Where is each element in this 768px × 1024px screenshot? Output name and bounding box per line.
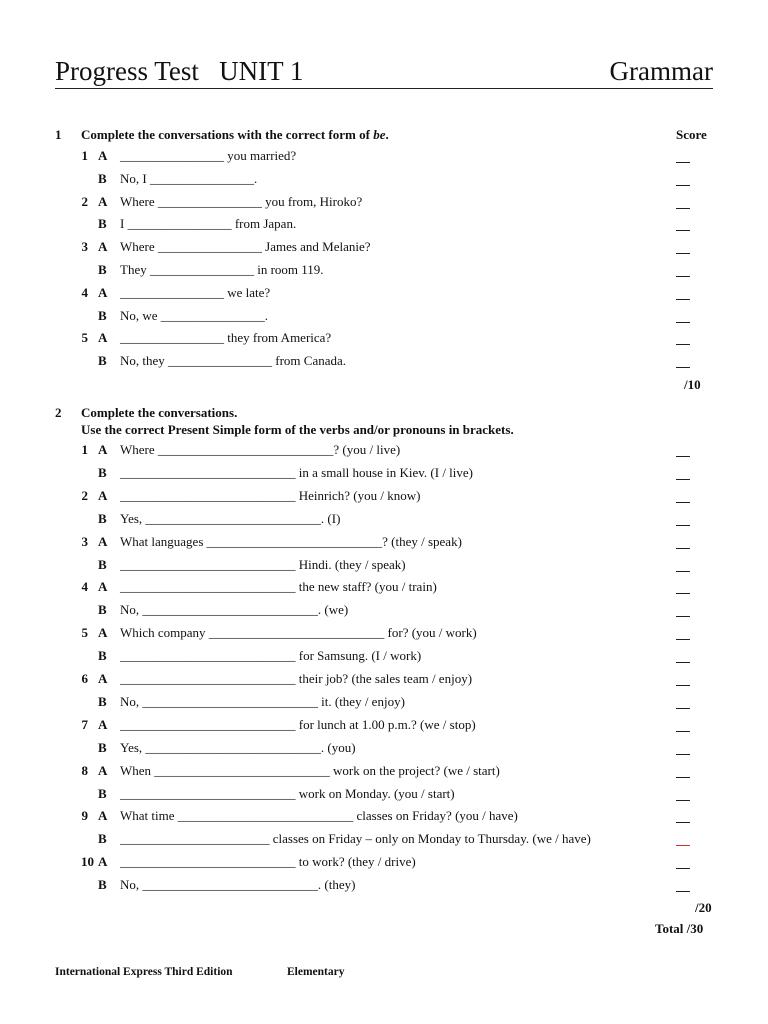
section-2-number: 2 — [55, 405, 62, 420]
exercise-line — [0, 463, 768, 483]
exercise-line — [0, 852, 768, 872]
sentence-text: Where ________________ James and Melanie? — [120, 239, 371, 255]
speaker-label: B — [98, 464, 107, 480]
score-blank — [676, 852, 690, 872]
item-number: 7 — [81, 716, 88, 732]
speaker-label: B — [98, 785, 107, 801]
section-2-instruction-1: Complete the conversations. — [81, 405, 238, 420]
sentence-text: Where ________________ you from, Hiroko? — [120, 193, 363, 209]
speaker-label: B — [98, 693, 107, 709]
exercise-line — [0, 306, 768, 326]
sentence-text: ___________________________ to work? (they / drive) — [120, 854, 416, 870]
score-blank — [676, 328, 690, 348]
exercise-line — [0, 283, 768, 303]
sentence-text: Yes, ___________________________. (you) — [120, 739, 356, 755]
sentence-text: What time ___________________________ classes on Friday? (you / have) — [120, 808, 518, 824]
sentence-text: No, ___________________________. (they) — [120, 877, 356, 893]
score-blank — [676, 784, 690, 804]
sentence-text: ___________________________ work on Monday. (you / start) — [120, 785, 455, 801]
section-2-total: /20 — [695, 900, 712, 915]
speaker-label: B — [98, 739, 107, 755]
speaker-label: B — [98, 262, 107, 277]
exercise-line — [0, 875, 768, 895]
exercise-line — [0, 829, 768, 849]
score-blank — [676, 532, 690, 552]
exercise-line — [0, 351, 768, 371]
speaker-label: A — [98, 442, 108, 457]
score-column-label: Score — [676, 127, 707, 142]
speaker-label: B — [98, 510, 107, 526]
score-blank — [676, 486, 690, 506]
exercise-line — [0, 806, 768, 826]
item-number: 8 — [81, 762, 88, 778]
page-subject: Grammar — [609, 56, 713, 86]
sentence-text: No, ___________________________ it. (they / enjoy) — [120, 693, 405, 709]
exercise-line — [0, 214, 768, 234]
score-blank — [676, 692, 690, 712]
exercise-line — [0, 555, 768, 575]
sentence-text: ___________________________ Heinrich? (you / know) — [120, 487, 421, 503]
exercise-line — [0, 509, 768, 529]
item-number: 5 — [81, 625, 88, 641]
exercise-line — [0, 623, 768, 643]
exercise-line — [0, 260, 768, 280]
speaker-label: A — [98, 533, 108, 549]
speaker-label: B — [98, 556, 107, 572]
item-number: 1 — [81, 442, 88, 457]
speaker-label: A — [98, 284, 108, 300]
exercise-line — [0, 486, 768, 506]
section-1-instruction: Complete the conversations with the correct form of be. — [81, 127, 389, 142]
speaker-label: B — [98, 353, 107, 369]
sentence-text: _______________________ classes on Friday – only on Monday to Thursday. (we / have) — [120, 831, 591, 847]
footer-book-title: International Express Third Edition — [55, 966, 233, 978]
sentence-text: No, they ________________ from Canada. — [120, 353, 347, 369]
sentence-text: No, I ________________. — [120, 170, 258, 186]
exercise-line — [0, 692, 768, 712]
page-title: Progress Test UNIT 1 — [55, 56, 304, 86]
score-blank — [676, 146, 690, 166]
score-blank — [676, 463, 690, 483]
speaker-label: B — [98, 877, 107, 893]
item-number: 2 — [81, 487, 88, 503]
sentence-text: ___________________________ for Samsung. (I / work) — [120, 648, 422, 664]
score-blank — [676, 875, 690, 895]
section-1-total: /10 — [684, 377, 701, 392]
speaker-label: A — [98, 808, 108, 824]
grand-total: Total /30 — [655, 921, 704, 936]
speaker-label: B — [98, 602, 107, 618]
speaker-label: A — [98, 854, 108, 870]
score-blank — [676, 806, 690, 826]
sentence-text: ___________________________ for lunch at 1.00 p.m.? (we / stop) — [120, 716, 476, 732]
item-number: 10 — [81, 854, 94, 870]
score-blank — [676, 260, 690, 280]
score-blank — [676, 351, 690, 371]
speaker-label: A — [98, 716, 108, 732]
speaker-label: B — [98, 170, 107, 186]
speaker-label: A — [98, 487, 108, 503]
score-blank — [676, 623, 690, 643]
item-number: 9 — [81, 808, 88, 824]
exercise-line — [0, 440, 768, 460]
score-blank — [676, 669, 690, 689]
item-number: 5 — [81, 330, 88, 346]
speaker-label: A — [98, 148, 108, 163]
speaker-label: B — [98, 648, 107, 664]
sentence-text: ________________ you married? — [120, 148, 297, 163]
item-number: 1 — [81, 148, 88, 163]
speaker-label: A — [98, 579, 108, 595]
score-blank — [676, 440, 690, 460]
section-1-number: 1 — [55, 127, 62, 142]
footer-level: Elementary — [287, 966, 345, 978]
sentence-text: When ___________________________ work on the project? (we / start) — [120, 762, 500, 778]
item-number: 4 — [81, 579, 88, 595]
score-blank — [676, 192, 690, 212]
score-blank — [676, 738, 690, 758]
sentence-text: ___________________________ Hindi. (they / speak) — [120, 556, 406, 572]
exercise-line — [0, 146, 768, 166]
speaker-label: B — [98, 216, 107, 232]
sentence-text: ________________ we late? — [120, 284, 271, 300]
exercise-line — [0, 328, 768, 348]
exercise-line — [0, 784, 768, 804]
exercise-line — [0, 169, 768, 189]
exercise-line — [0, 738, 768, 758]
speaker-label: A — [98, 239, 108, 255]
sentence-text: ________________ they from America? — [120, 330, 332, 346]
score-blank — [676, 761, 690, 781]
score-blank — [676, 237, 690, 257]
score-blank — [676, 715, 690, 735]
sentence-text: Where ___________________________? (you / live) — [120, 442, 401, 457]
exercise-line — [0, 577, 768, 597]
score-blank — [676, 509, 690, 529]
sentence-text: ___________________________ the new staff? (you / train) — [120, 579, 437, 595]
sentence-text: ___________________________ their job? (the sales team / enjoy) — [120, 671, 473, 686]
sentence-text: Yes, ___________________________. (I) — [120, 510, 341, 526]
score-blank — [676, 169, 690, 189]
speaker-label: A — [98, 625, 108, 641]
speaker-label: A — [98, 762, 108, 778]
sentence-text: I ________________ from Japan. — [120, 216, 297, 232]
score-blank — [676, 600, 690, 620]
speaker-label: A — [98, 671, 108, 686]
score-blank — [676, 577, 690, 597]
item-number: 2 — [81, 193, 88, 209]
item-number: 4 — [81, 284, 88, 300]
section-2-instruction-2: Use the correct Present Simple form of the verbs and/or pronouns in brackets. — [81, 422, 514, 437]
exercise-line — [0, 715, 768, 735]
exercise-line — [0, 192, 768, 212]
exercise-line — [0, 532, 768, 552]
item-number: 3 — [81, 533, 88, 549]
score-blank — [676, 646, 690, 666]
exercise-line — [0, 600, 768, 620]
exercise-line — [0, 761, 768, 781]
speaker-label: A — [98, 330, 108, 346]
sentence-text: ___________________________ in a small house in Kiev. (I / live) — [120, 464, 474, 480]
score-blank — [676, 555, 690, 575]
score-blank — [676, 306, 690, 326]
exercise-line — [0, 237, 768, 257]
score-blank — [676, 829, 690, 849]
sentence-text: No, ___________________________. (we) — [120, 602, 349, 618]
score-blank — [676, 214, 690, 234]
speaker-label: A — [98, 193, 108, 209]
item-number: 3 — [81, 239, 88, 255]
sentence-text: What languages ___________________________? (they / speak) — [120, 533, 462, 549]
score-blank — [676, 283, 690, 303]
speaker-label: B — [98, 831, 107, 847]
exercise-line — [0, 669, 768, 689]
exercise-line — [0, 646, 768, 666]
page-header — [55, 54, 713, 89]
sentence-text: No, we ________________. — [120, 307, 269, 323]
speaker-label: B — [98, 307, 107, 323]
sentence-text: Which company ___________________________ for? (you / work) — [120, 625, 477, 641]
item-number: 6 — [81, 671, 88, 686]
sentence-text: They ________________ in room 119. — [120, 262, 324, 277]
